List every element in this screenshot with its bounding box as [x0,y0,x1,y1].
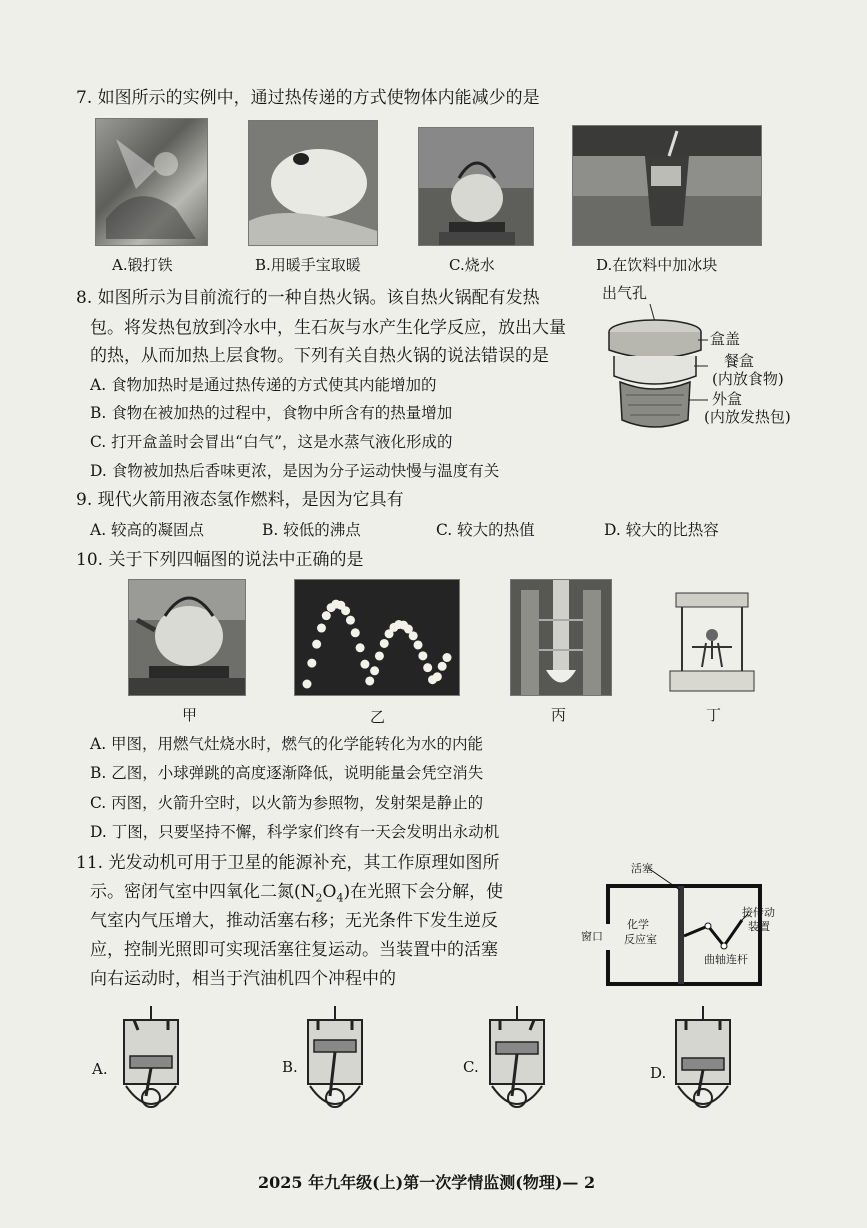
ball-position-marker [414,640,423,649]
q11-label-piston: 活塞 [631,862,653,875]
q11-option-d-letter: D. [650,1064,667,1082]
q11-stem-line-3: 气室内气压增大，推动活塞右移；无光条件下发生逆反 [90,911,498,931]
q7-photo-forging [95,118,208,246]
q10-option-a: A. 甲图，用燃气灶烧水时，燃气的化学能转化为水的内能 [90,735,484,753]
q7-caption-a: A.锻打铁 [112,256,173,274]
q11-stem-line-2 [90,882,503,908]
q7-photo-hand-warmer [248,120,378,246]
ball-position-marker [317,624,326,633]
q9-option-c: C. 较大的热值 [436,521,535,539]
ball-position-marker [303,680,312,689]
page-footer: 2025 年九年级(上)第一次学情监测(物理)— 2 [258,1173,596,1192]
ice-drink-illustration [573,126,761,245]
ball-position-marker [322,611,331,620]
ball-position-marker [341,606,350,615]
ball-position-marker [438,662,447,671]
engine-cylinder-diagram [482,1004,552,1116]
ball-position-marker [307,659,316,668]
q11-label-crank: 曲轴连杆 [704,953,748,966]
q8-hotpot-figure [600,300,710,445]
q7-caption-c: C.烧水 [449,256,495,274]
q8-option-c: C. 打开盒盖时会冒出“白气”，这是水蒸气液化形成的 [90,433,453,451]
hand-warmer-illustration [249,121,377,245]
q11-option-b-letter: B. [282,1058,298,1076]
ball-position-marker [360,660,369,669]
q9-option-a: A. 较高的凝固点 [90,521,205,539]
kettle-illustration [419,128,533,245]
q10-caption-bing: 丙 [551,706,567,724]
q11-label-chamber-1: 化学 [627,918,649,931]
engine-cylinder-diagram [300,1004,370,1116]
ball-position-marker [312,640,321,649]
q11-formula-o: O [322,882,337,902]
rocket-launch-illustration [511,580,611,695]
q8-label-food-box-note: (内放食物) [712,370,784,388]
q8-label-outer-box: 外盒 [712,390,743,408]
q7-photo-ice-drink [572,125,762,246]
q10-photo-yi [294,579,460,696]
q11-stem-line-2-head: 示。密闭气室中四氧化二氮(N [90,882,316,902]
q8-option-b: B. 食物在被加热的过程中，食物中所含有的热量增加 [90,404,453,422]
q8-label-food-box: 餐盒 [724,352,755,370]
q8-stem-line-3: 的热，从而加热上层食物。下列有关自热火锅的说法错误的是 [90,346,549,366]
q11-formula-sub-2: 2 [315,891,323,905]
ball-position-marker [351,628,360,637]
ball-position-marker [423,663,432,672]
q8-label-vent: 出气孔 [602,284,648,302]
gas-stove-kettle-illustration [129,580,245,695]
q11-stem-line-4: 应，控制光照即可实现活塞往复运动。当装置中的活塞 [90,940,498,960]
q10-figure-ding [662,587,762,697]
q10-photo-jia [128,579,246,696]
q11-label-drive-1: 接传动 [742,906,775,919]
ball-position-marker [433,672,442,681]
q9-stem: 9. 现代火箭用液态氢作燃料，是因为它具有 [76,490,404,510]
hotpot-diagram [600,300,710,445]
ball-position-marker [443,653,452,662]
q11-stem-line-1: 11. 光发动机可用于卫星的能源补充，其工作原理如图所 [76,853,500,873]
q8-stem-line-2: 包。将发热包放到冷水中，生石灰与水产生化学反应，放出大量 [90,318,566,338]
q11-option-c-letter: C. [463,1058,479,1076]
ball-position-marker [370,666,379,675]
engine-cylinder-diagram [668,1004,738,1116]
q11-label-chamber-2: 反应室 [624,933,657,946]
q10-option-b: B. 乙图，小球弹跳的高度逐渐降低，说明能量会凭空消失 [90,764,484,782]
cylinder-part [496,1042,538,1054]
q9-option-d: D. 较大的比热容 [604,521,719,539]
q11-option-a-letter: A. [92,1060,108,1078]
cylinder-part [314,1040,356,1052]
bouncing-ball-illustration [295,580,459,695]
ball-position-marker [356,643,365,652]
q11-engine-stroke-a [116,1004,186,1116]
ball-position-marker [380,639,389,648]
q10-photo-bing [510,579,612,696]
q11-label-window: 窗口 [581,930,603,943]
q11-stem-line-5: 向右运动时，相当于汽油机四个冲程中的 [90,969,396,989]
q11-formula-sub-4: 4 [336,891,344,905]
q10-stem: 10. 关于下列四幅图的说法中正确的是 [76,550,364,570]
q10-caption-ding: 丁 [706,706,722,724]
cylinder-part [130,1056,172,1068]
q11-stem-line-2-tail: )在光照下会分解，使 [343,882,504,902]
q9-option-b: B. 较低的沸点 [262,521,361,539]
perpetual-motion-illustration [662,587,762,697]
q7-stem: 7. 如图所示的实例中，通过热传递的方式使物体内能减少的是 [76,88,540,108]
q11-label-drive-2: 装置 [748,920,770,933]
ball-position-marker [375,651,384,660]
q11-engine-stroke-c [482,1004,552,1116]
q7-caption-b: B.用暖手宝取暖 [255,256,361,274]
forging-illustration [96,119,207,245]
ball-position-marker [346,616,355,625]
ball-position-marker [418,651,427,660]
q7-caption-d: D.在饮料中加冰块 [596,256,718,274]
q10-option-d: D. 丁图，只要坚持不懈，科学家们终有一天会发明出永动机 [90,823,500,841]
q8-stem-line-1: 8. 如图所示为目前流行的一种自热火锅。该自热火锅配有发热 [76,288,540,308]
q10-option-c: C. 丙图，火箭升空时，以火箭为参照物，发射架是静止的 [90,794,484,812]
q8-label-lid: 盒盖 [710,330,741,348]
q8-option-d: D. 食物被加热后香味更浓，是因为分子运动快慢与温度有关 [90,462,500,480]
q11-engine-stroke-b [300,1004,370,1116]
q8-label-outer-box-note: (内放发热包) [704,408,791,426]
q10-caption-jia: 甲 [182,706,198,724]
q10-caption-yi: 乙 [370,708,386,726]
q7-photo-boiling-water [418,127,534,246]
q8-option-a: A. 食物加热时是通过热传递的方式使其内能增加的 [90,376,437,394]
ball-position-marker [409,631,418,640]
q11-engine-stroke-d [668,1004,738,1116]
ball-position-marker [365,676,374,685]
engine-cylinder-diagram [116,1004,186,1116]
cylinder-part [682,1058,724,1070]
